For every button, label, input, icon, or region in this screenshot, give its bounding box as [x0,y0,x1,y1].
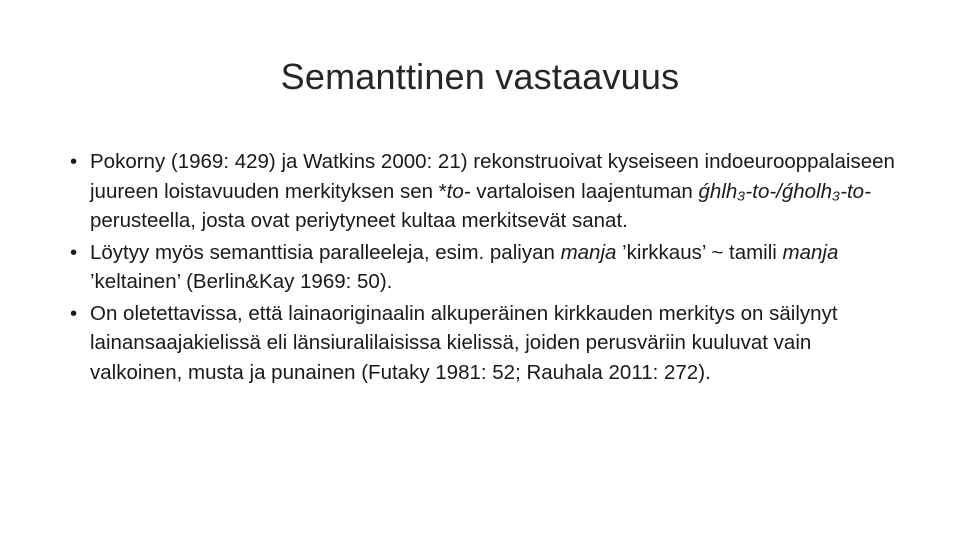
bullet-text-italic: manja [560,240,617,264]
bullet-text: On oletettavissa, että lainaoriginaalin alkuperäinen kirkkauden merkitys on säilynyt lainansaajakielissä eli länsiuralilaisissa kielissä, joiden perusväriin kuuluvat vain valkoinen, musta ja punainen (Futaky 1981: 52; Rauhala 2011: 272). [90,301,838,384]
bullet-text: ’keltainen’ (Berlin&Kay 1969: 50). [90,270,393,293]
bullet-text: vartaloisen laajentuman [470,179,699,203]
slide-title: Semanttinen vastaavuus [280,56,680,97]
bullet-text: Pokorny (1969: 429) ja Watkins 2000: 21) rekonstruoivat kyseiseen indoeurooppalaiseen juureen loistavuuden merkityksen sen * [90,150,895,203]
bullet-marker: • [70,301,78,325]
bullet-text-italic: to- [446,179,471,203]
bullet-marker: • [70,150,78,173]
bullet-item [68,147,898,236]
bullet-text: Löytyy myös semanttisia paralleeleja, esim. paliyan [90,240,561,264]
bullet-text: perusteella, josta ovat periytyneet kultaa merkitsevät sanat. [90,209,628,232]
bullet-item [68,299,898,388]
bullet-text-italic: ǵhlh₃-to-/ǵholh₃-to- [698,179,871,203]
bullet-item [68,238,898,297]
bullet-text: ’kirkkaus’ ~ tamili [616,240,783,264]
bullet-list [68,147,898,389]
bullet-marker: • [70,240,78,264]
bullet-text-italic: manja [782,240,839,264]
